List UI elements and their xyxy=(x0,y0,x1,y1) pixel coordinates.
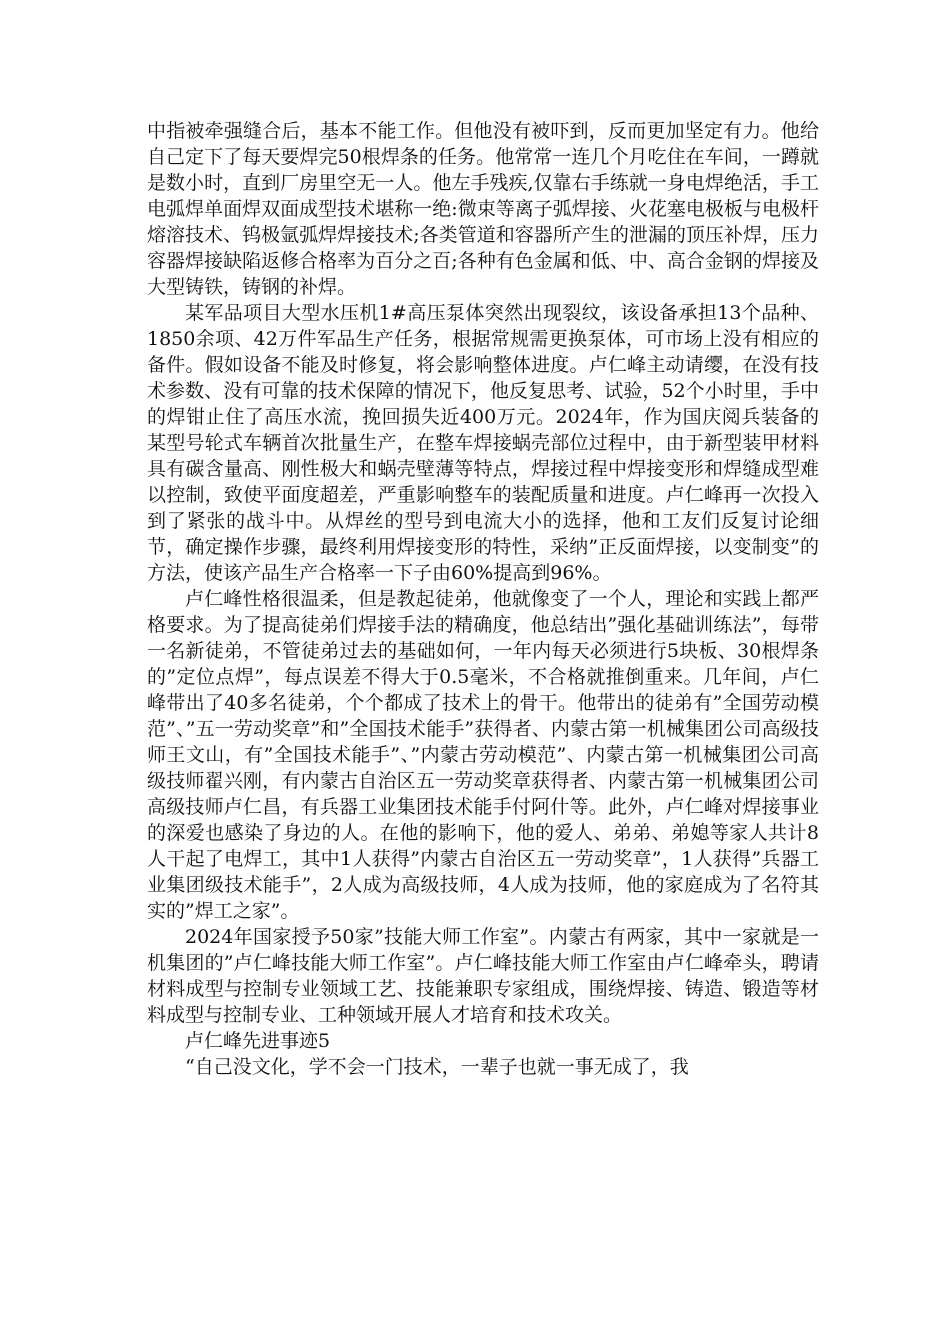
paragraph-2: 某军品项目大型水压机1#高压泵体突然出现裂纹，该设备承担13个品种、1850余项、42万件军品生产任务，根据常规需更换泵体，可市场上没有相应的备件。假如设备不能及时修复，将会影响整体进度。卢仁峰主动请缨，在没有技术参数、没有可靠的技术保障的情况下，他反复思考、试验，52个小时里，手中的焊钳止住了高压水流，挽回损失近400万元。2024年，作为国庆阅兵装备的某型号轮式车辆首次批量生产，在整车焊接蜗壳部位过程中，由于新型装甲材料具有碳含量高、刚性极大和蜗壳壁薄等特点，焊接过程中焊接变形和焊缝成型难以控制，致使平面度超差，严重影响整车的装配质量和进度。卢仁峰再一次投入到了紧张的战斗中。从焊丝的型号到电流大小的选择，他和工友们反复讨论细节，确定操作步骤，最终利用焊接变形的特性，采纳”正反面焊接，以变制变”的方法，使该产品生产合格率一下子由60%提高到96%。 xyxy=(147,302,819,584)
section-heading: 卢仁峰先进事迹5 xyxy=(185,1030,331,1052)
paragraph-1: 中指被牵强缝合后，基本不能工作。但他没有被吓到，反而更加坚定有力。他给自己定下了每天要焊完50根焊条的任务。他常常一连几个月吃住在车间，一蹲就是数小时，直到厂房里空无一人。他左手残疾,仅靠右手练就一身电焊绝活，手工电弧焊单面焊双面成型技术堪称一绝:微束等离子弧焊接、火花塞电极板与电极杆熔溶技术、钨极氩弧焊焊接技术;各类管道和容器所产生的泄漏的顶压补焊，压力容器焊接缺陷返修合格率为百分之百;各种有色金属和低、中、高合金钢的焊接及大型铸铁，铸钢的补焊。 xyxy=(147,120,819,298)
document-page xyxy=(147,118,819,1080)
paragraph-5: “自己没文化，学不会一门技术，一辈子也就一事无成了，我 xyxy=(185,1056,689,1078)
paragraph-3: 卢仁峰性格很温柔，但是教起徒弟，他就像变了一个人，理论和实践上都严格要求。为了提高徒弟们焊接手法的精确度，他总结出”强化基础训练法”，每带一名新徒弟，不管徒弟过去的基础如何，一年内每天必须进行5块板、30根焊条的”定位点焊”，每点误差不得大于0.5毫米，不合格就推倒重来。几年间，卢仁峰带出了40多名徒弟，个个都成了技术上的骨干。他带出的徒弟有”全国劳动模范”、”五一劳动奖章”和”全国技术能手”获得者、内蒙古第一机械集团公司高级技师王文山，有”全国技术能手”、”内蒙古劳动模范”、内蒙古第一机械集团公司高级技师翟兴刚，有内蒙古自治区五一劳动奖章获得者、内蒙古第一机械集团公司高级技师卢仁昌，有兵器工业集团技术能手付阿什等。此外，卢仁峰对焊接事业的深爱也感染了身边的人。在他的影响下，他的爱人、弟弟、弟媳等家人共计8人干起了电焊工，其中1人获得”内蒙古自治区五一劳动奖章”，1人获得”兵器工业集团级技术能手”，2人成为高级技师，4人成为技师，他的家庭成为了名符其实的”焊工之家”。 xyxy=(147,588,819,922)
paragraph-4: 2024年国家授予50家”技能大师工作室”。内蒙古有两家，其中一家就是一机集团的”卢仁峰技能大师工作室”。卢仁峰技能大师工作室由卢仁峰牵头，聘请材料成型与控制专业领域工艺、技能兼职专家组成，围绕焊接、铸造、锻造等材料成型与控制专业、工种领域开展人才培育和技术攻关。 xyxy=(147,926,819,1026)
